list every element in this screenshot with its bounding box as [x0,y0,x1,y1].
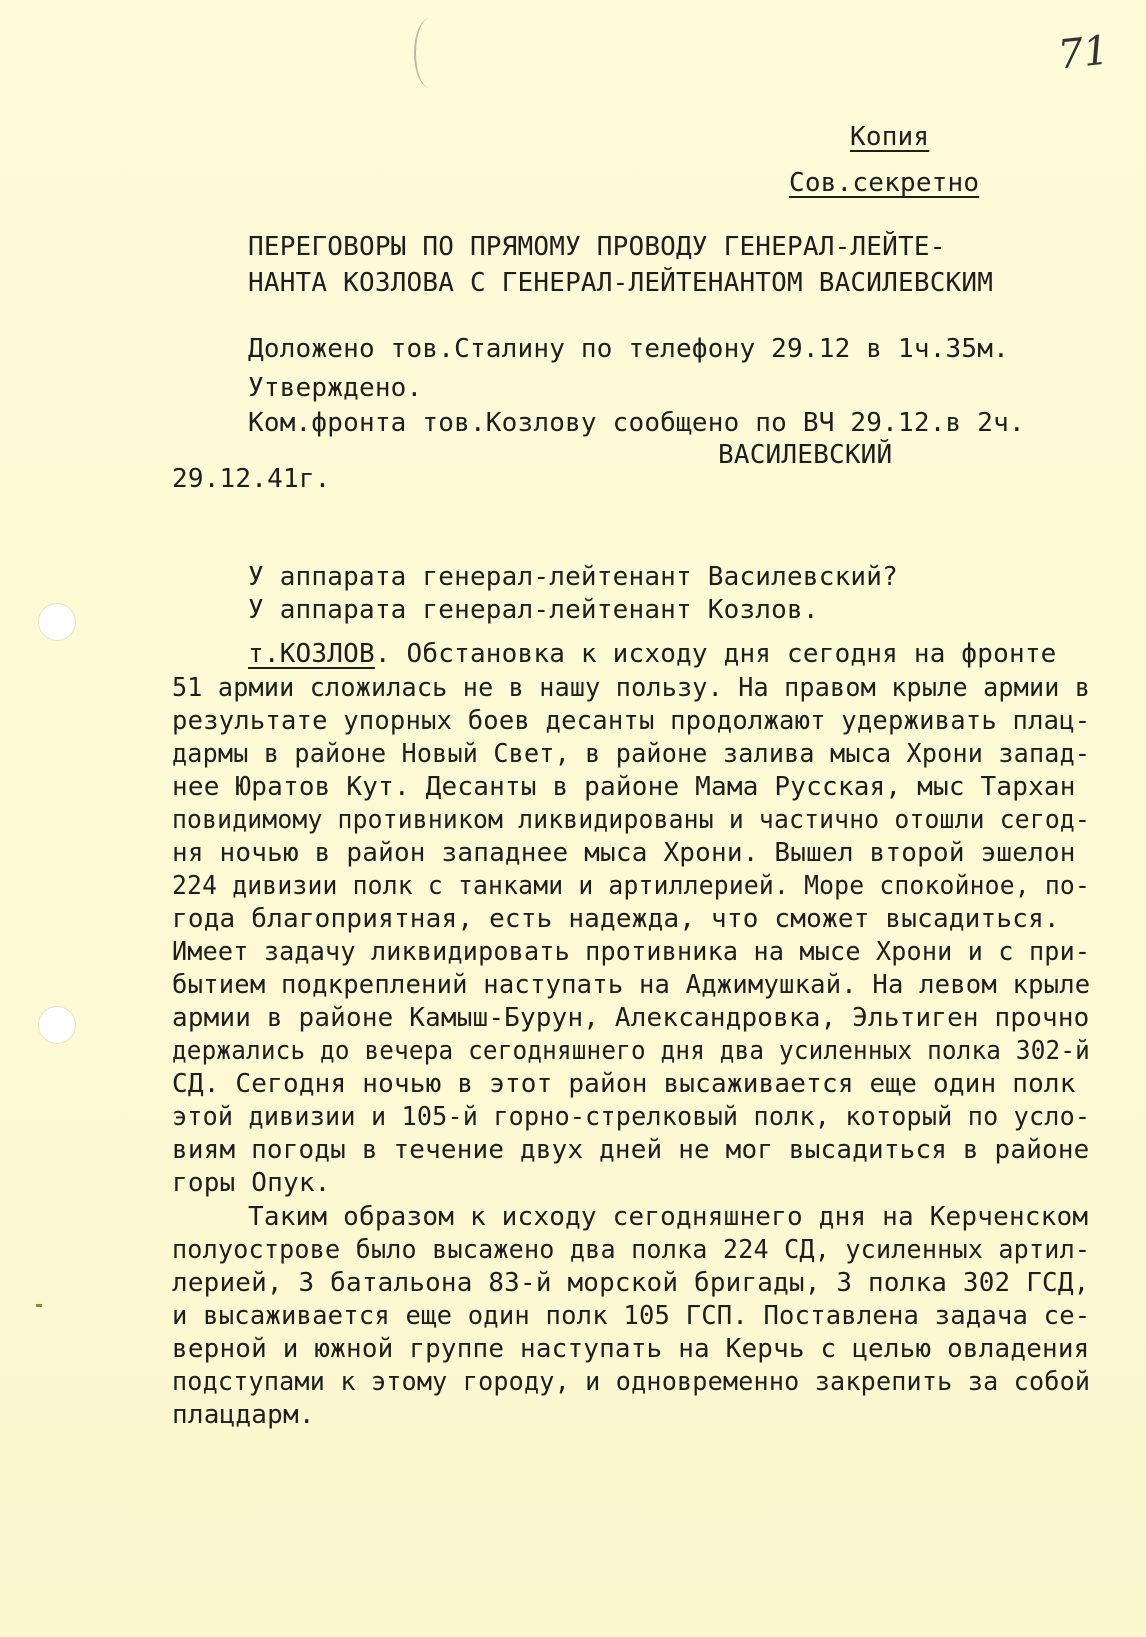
body-line: дармы в районе Новый Свет, в районе залива мыса Хрони запад- [172,739,1091,769]
body-line: горы Опук. [172,1168,331,1198]
body-line: года благоприятная, есть надежда, что сможет высадиться. [172,904,1060,934]
body-line: плацдарм. [172,1400,315,1430]
speaker-name: т.КОЗЛОВ [248,639,375,669]
reported-line: Доложено тов.Сталину по телефону 29.12 в 1ч.35м. [248,334,1009,364]
body-line: повидимому противником ликвидированы и частично отошли сегод- [172,805,1091,835]
body-line: подступами к этому городу, и одновременно закрепить за собой [172,1367,1091,1397]
body-line: Имеет задачу ликвидировать противника на мысе Хрони и с при- [172,937,1091,967]
informed-line: Ком.фронта тов.Козлову сообщено по ВЧ 29.12.в 2ч. [248,408,1025,438]
body-line: полуострове было высажено два полка 224 СД, усиленных артил- [172,1235,1091,1265]
ink-speck [36,1304,42,1307]
approved-line: Утверждено. [248,373,423,403]
title-line-2: НАНТА КОЗЛОВА С ГЕНЕРАЛ-ЛЕЙТЕНАНТОМ ВАСИЛЕВСКИМ [248,268,994,298]
body-line: армии в районе Камыш-Бурун, Александровка, Эльтиген прочно [172,1003,1090,1033]
body-line: верной и южной группе наступать на Керчь с целью овладения [172,1334,1090,1364]
body-line: виям погоды в течение двух дней не мог высадиться в районе [172,1135,1090,1165]
body-line: бытием подкреплений наступать на Аджимушкай. На левом крыле [172,970,1091,1000]
body-line: лерией, 3 батальона 83-й морской бригады, 3 полка 302 ГСД, [172,1268,1090,1298]
body-line: 224 дивизии полк с танками и артиллерией. Море спокойное, по- [172,871,1091,901]
punch-hole-top [38,603,76,641]
body-line: держались до вечера сегодняшнего дня два усиленных полка 302-й [172,1036,1090,1066]
title-line-1: ПЕРЕГОВОРЫ ПО ПРЯМОМУ ПРОВОДУ ГЕНЕРАЛ-ЛЕЙТЕ- [248,232,946,262]
document-date: 29.12.41г. [172,464,331,494]
pen-mark [414,18,446,88]
body-line: Таким образом к исходу сегодняшнего дня на Керченском [248,1202,1089,1232]
question-line: У аппарата генерал-лейтенант Василевский? [248,562,898,592]
body-line: 51 армии сложилась не в нашу пользу. На правом крыле армии в [172,673,1091,703]
page-number: 71 [1055,27,1112,79]
body-first-line-text: . Обстановка к исходу дня сегодня на фронте [374,639,1057,669]
answer-line: У аппарата генерал-лейтенант Козлов. [248,595,819,625]
copy-mark: Копия [850,122,930,152]
body-line: ня ночью в район западнее мыса Хрони. Вышел второй эшелон [172,838,1076,868]
signature: ВАСИЛЕВСКИЙ [718,440,893,470]
secrecy-mark: Сов.секретно [789,168,980,198]
body-line: СД. Сегодня ночью в этот район высаживается еще один полк [172,1069,1076,1099]
body-line: и высаживается еще один полк 105 ГСП. Поставлена задача се- [172,1301,1091,1331]
body-line: результате упорных боев десанты продолжают удерживать плац- [172,706,1091,736]
body-first-line [248,637,1057,671]
body-line: нее Юратов Кут. Десанты в районе Мама Русская, мыс Тархан [172,772,1076,802]
body-line: этой дивизии и 105-й горно-стрелковый полк, который по усло- [172,1102,1091,1132]
punch-hole-bottom [38,1006,76,1044]
